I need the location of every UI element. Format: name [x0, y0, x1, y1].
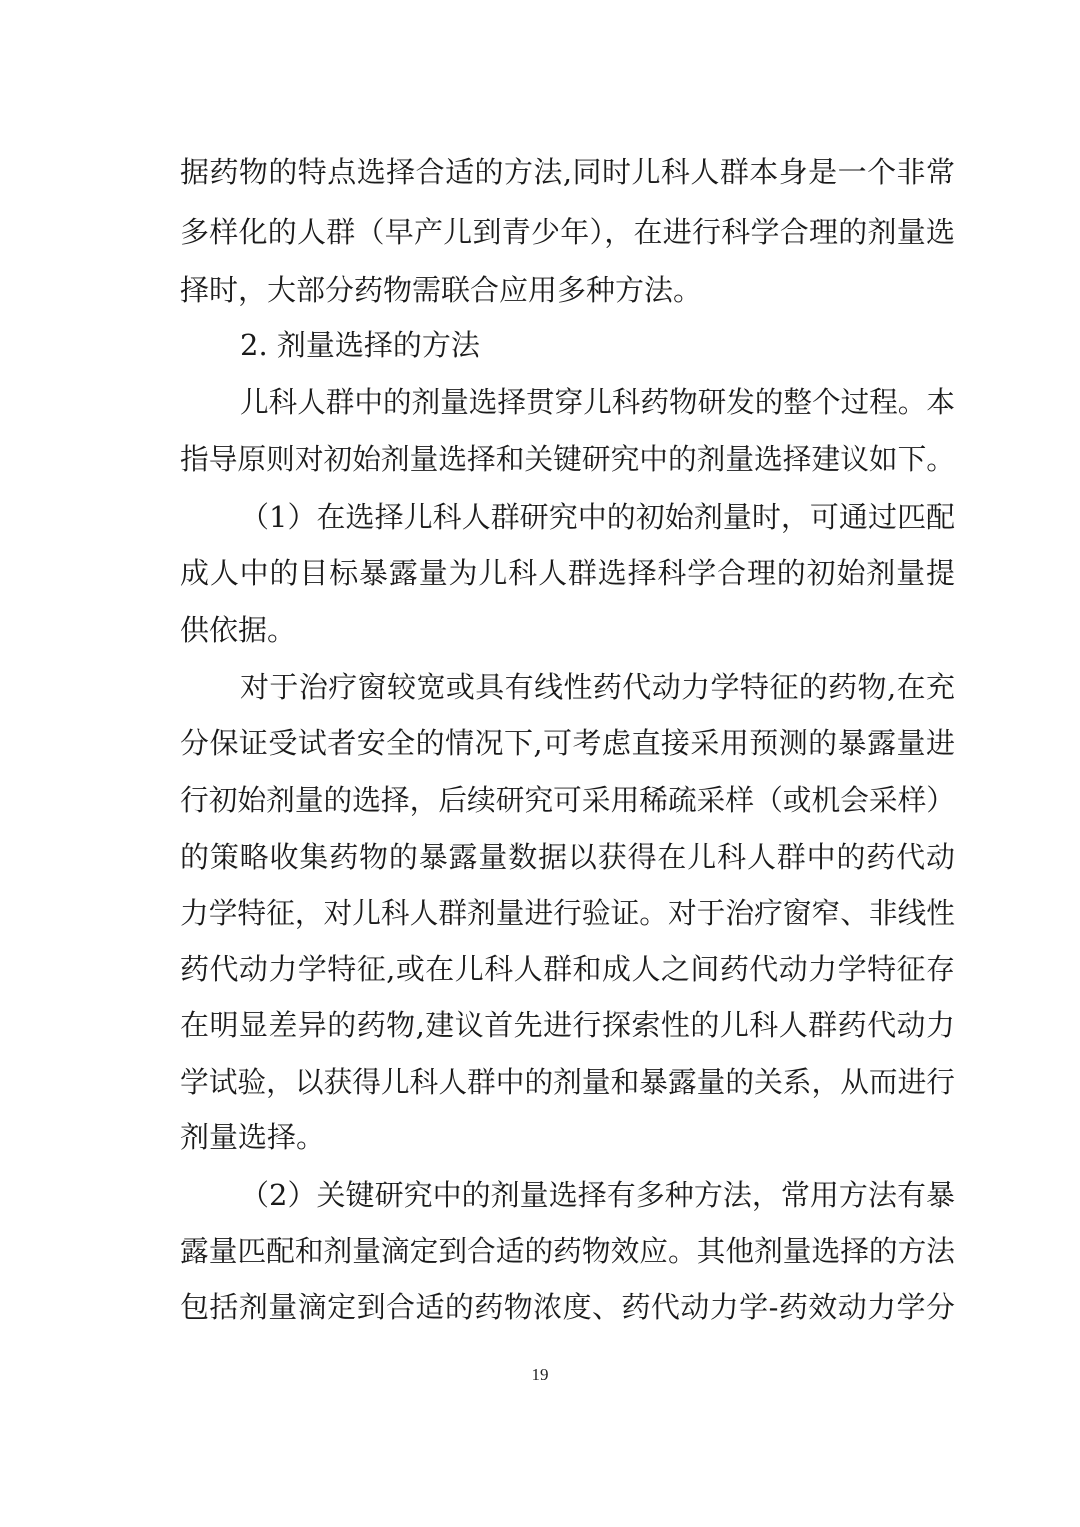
body-text-line: 择时，大部分药物需联合应用多种方法。	[180, 273, 703, 307]
body-text-line: 行初始剂量的选择，后续研究可采用稀疏采样（或机会采样）	[180, 783, 956, 817]
body-text-line: 据药物的特点选择合适的方法,同时儿科人群本身是一个非常	[180, 155, 955, 189]
body-text-line: 供依据。	[180, 613, 297, 647]
body-text-line: 分保证受试者安全的情况下,可考虑直接采用预测的暴露量进	[180, 726, 955, 760]
section-heading: 2. 剂量选择的方法	[240, 328, 480, 362]
body-text-line: 的策略收集药物的暴露量数据以获得在儿科人群中的药代动	[180, 840, 955, 874]
body-text-line: 露量匹配和剂量滴定到合适的药物效应。其他剂量选择的方法	[180, 1234, 956, 1268]
body-text-line: 多样化的人群（早产儿到青少年），在进行科学合理的剂量选	[180, 215, 955, 249]
body-text-line: （1）在选择儿科人群研究中的初始剂量时，可通过匹配	[240, 500, 955, 534]
body-text-line: 包括剂量滴定到合适的药物浓度、药代动力学-药效动力学分	[180, 1290, 955, 1324]
body-text-line: 剂量选择。	[180, 1120, 326, 1154]
body-text-line: 在明显差异的药物,建议首先进行探索性的儿科人群药代动力	[180, 1008, 955, 1042]
body-text-line: 药代动力学特征,或在儿科人群和成人之间药代动力学特征存	[180, 952, 955, 986]
body-text-line: 儿科人群中的剂量选择贯穿儿科药物研发的整个过程。本	[240, 385, 956, 419]
body-text-line: 学试验，以获得儿科人群中的剂量和暴露量的关系，从而进行	[180, 1065, 956, 1099]
body-text-line: （2）关键研究中的剂量选择有多种方法，常用方法有暴	[240, 1178, 955, 1212]
body-text-line: 指导原则对初始剂量选择和关键研究中的剂量选择建议如下。	[180, 442, 956, 476]
body-text-line: 成人中的目标暴露量为儿科人群选择科学合理的初始剂量提	[180, 556, 955, 590]
body-text-line: 力学特征，对儿科人群剂量进行验证。对于治疗窗窄、非线性	[180, 896, 956, 930]
body-text-line: 对于治疗窗较宽或具有线性药代动力学特征的药物,在充	[240, 670, 955, 704]
page-number: 19	[531, 1365, 549, 1384]
